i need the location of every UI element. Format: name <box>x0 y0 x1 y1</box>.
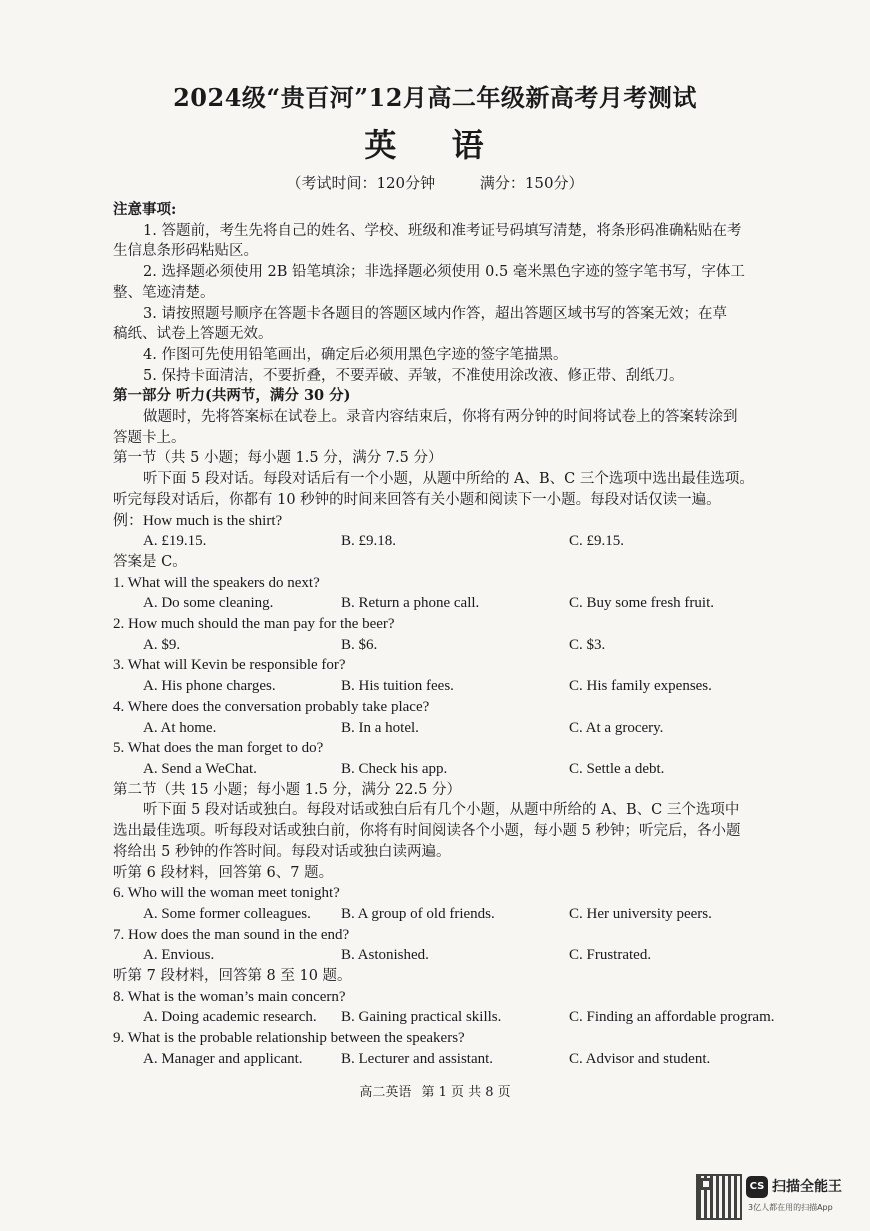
note-1b: 生信息条形码粘贴区。 <box>113 243 258 260</box>
camscanner-logo-icon: CS <box>746 1176 768 1198</box>
section1-instr-a: 听下面 5 段对话。每段对话后有一个小题，从题中所给的 A、B、C 三个选项中选出最佳选项。 <box>143 471 754 488</box>
option-b: B. A group of old friends. <box>341 905 495 922</box>
note-3a: 3. 请按照题号顺序在答题卡各题目的答题区域内作答，超出答题区域书写的答案无效；在草 <box>143 305 727 322</box>
question-text: 7. How does the man sound in the end? <box>113 926 350 943</box>
question-options <box>113 759 813 780</box>
footer-subject: 高二英语 <box>359 1085 412 1100</box>
exam-title: 2024级“贵百河”12月高二年级新高考月考测试 <box>173 83 697 112</box>
note-2b: 整、笔迹清楚。 <box>113 284 215 301</box>
section1-instr-b: 听完每段对话后，你都有 10 秒钟的时间来回答有关小题和阅读下一小题。每段对话仅读一遍。 <box>113 491 721 508</box>
option-c: C. $3. <box>569 636 606 653</box>
qr-code-icon <box>696 1174 742 1220</box>
note-4: 4. 作图可先使用铅笔画出，确定后必须用黑色字迹的签字笔描黑。 <box>143 346 568 363</box>
question-options <box>113 635 813 656</box>
option-b: B. Lecturer and assistant. <box>341 1050 494 1067</box>
note-1a: 1. 答题前，考生先将自己的姓名、学校、班级和准考证号码填写清楚，将条形码准确粘贴在考 <box>143 222 742 239</box>
example-question: 例：How much is the shirt? <box>113 512 283 529</box>
question-options <box>113 593 813 614</box>
questions-material-6 <box>113 883 813 966</box>
option-c: C. Settle a debt. <box>569 760 665 777</box>
option-c: C. Buy some fresh fruit. <box>569 595 714 612</box>
option-a: A. Send a WeChat. <box>143 760 257 777</box>
page-footer <box>0 1081 870 1100</box>
questions-section1 <box>113 573 813 780</box>
subject-title: 英 语 <box>364 126 506 164</box>
exam-meta <box>0 172 870 193</box>
material-7-heading: 听第 7 段材料，回答第 8 至 10 题。 <box>113 968 352 985</box>
part1-intro-a: 做题时，先将答案标在试卷上。录音内容结束后，你将有两分钟的时间将试卷上的答案转涂到 <box>143 409 738 426</box>
question-text: 9. What is the probable relationship between the speakers? <box>113 1030 465 1047</box>
option-a: A. Manager and applicant. <box>143 1050 303 1067</box>
option-b: B. Gaining practical skills. <box>341 1009 502 1026</box>
example-option-b: B. £9.18. <box>341 533 397 550</box>
question-options <box>113 1049 813 1070</box>
material-6-heading: 听第 6 段材料，回答第 6、7 题。 <box>113 864 334 881</box>
question-text: 4. Where does the conversation probably take place? <box>113 698 430 715</box>
option-a: A. Doing academic research. <box>143 1009 317 1026</box>
exam-time: （考试时间：120分钟 <box>286 174 436 192</box>
question-options <box>113 676 813 697</box>
example-option-c: C. £9.15. <box>569 533 625 550</box>
option-a: A. $9. <box>143 636 181 653</box>
part1-heading: 第一部分 听力(共两节，满分 30 分) <box>113 387 351 405</box>
option-a: A. Some former colleagues. <box>143 905 311 922</box>
question-text: 8. What is the woman’s main concern? <box>113 988 346 1005</box>
question-text: 2. How much should the man pay for the beer? <box>113 616 395 633</box>
note-5: 5. 保持卡面清洁，不要折叠，不要弄破、弄皱，不准使用涂改液、修正带、刮纸刀。 <box>143 367 684 384</box>
option-b: B. His tuition fees. <box>341 678 454 695</box>
question-options <box>113 718 813 739</box>
exam-body <box>113 200 813 1070</box>
note-2a: 2. 选择题必须使用 2B 铅笔填涂；非选择题必须使用 0.5 毫米黑色字迹的签字笔书写，字体工 <box>143 264 745 281</box>
option-b: B. Check his app. <box>341 760 448 777</box>
camscanner-tagline: 3亿人都在用的扫描App <box>748 1203 833 1212</box>
option-a: A. His phone charges. <box>143 678 276 695</box>
option-a: A. Do some cleaning. <box>143 595 274 612</box>
option-c: C. His family expenses. <box>569 678 712 695</box>
option-c: C. Finding an affordable program. <box>569 1009 775 1026</box>
option-b: B. Return a phone call. <box>341 595 480 612</box>
question-text: 5. What does the man forget to do? <box>113 740 324 757</box>
exam-score: 满分：150分） <box>479 174 584 192</box>
notes-heading: 注意事项: <box>113 201 177 218</box>
option-c: C. At a grocery. <box>569 719 664 736</box>
option-a: A. Envious. <box>143 947 215 964</box>
question-text: 1. What will the speakers do next? <box>113 574 320 591</box>
option-c: C. Advisor and student. <box>569 1050 711 1067</box>
question-text: 3. What will Kevin be responsible for? <box>113 657 346 674</box>
example-answer: 答案是 C。 <box>113 553 187 570</box>
option-c: C. Her university peers. <box>569 905 712 922</box>
example-options <box>113 531 813 552</box>
camscanner-brand-name: 扫描全能王 <box>772 1179 842 1195</box>
option-b: B. Astonished. <box>341 947 429 964</box>
questions-material-7 <box>113 987 813 1070</box>
section2-heading: 第二节（共 15 小题；每小题 1.5 分，满分 22.5 分） <box>113 781 461 798</box>
example-option-a: A. £19.15. <box>143 533 207 550</box>
question-options <box>113 945 813 966</box>
option-b: B. In a hotel. <box>341 719 419 736</box>
question-options <box>113 904 813 925</box>
section2-instr-c: 将给出 5 秒钟的作答时间。每段对话或独白读两遍。 <box>113 843 451 860</box>
question-text: 6. Who will the woman meet tonight? <box>113 885 340 902</box>
option-a: A. At home. <box>143 719 217 736</box>
part1-intro-b: 答题卡上。 <box>113 429 186 446</box>
footer-page-number: 第 1 页 共 8 页 <box>421 1085 511 1100</box>
option-b: B. $6. <box>341 636 378 653</box>
option-c: C. Frustrated. <box>569 947 652 964</box>
question-options <box>113 1007 813 1028</box>
section2-instr-a: 听下面 5 段对话或独白。每段对话或独白后有几个小题，从题中所给的 A、B、C 三个选项中 <box>143 802 740 819</box>
note-3b: 稿纸、试卷上答题无效。 <box>113 326 273 343</box>
section2-instr-b: 选出最佳选项。听每段对话或独白前，你将有时间阅读各个小题，每小题 5 秒钟；听完后，各小题 <box>113 823 741 840</box>
section1-heading: 第一节（共 5 小题；每小题 1.5 分，满分 7.5 分） <box>113 450 443 467</box>
